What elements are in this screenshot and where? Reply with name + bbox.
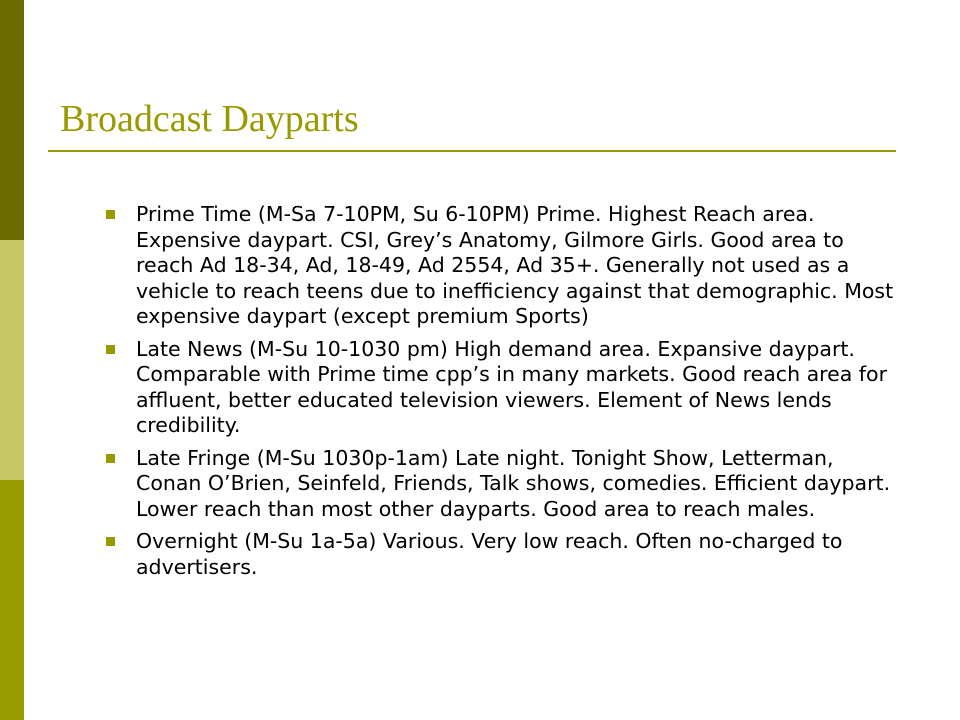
side-bar-middle (0, 240, 24, 480)
bullet-text: Late Fringe (M-Su 1030p-1am) Late night. Tonight Show, Letterman, Conan O’Brien, Seinfeld, Friends, Talk shows, comedies. Efficient daypart. Lower reach than most other dayparts. Good area to reach males. (136, 445, 891, 521)
title-underline (48, 150, 896, 152)
bullet-text: Late News (M-Su 10-1030 pm) High demand area. Expansive daypart. Comparable with Prime time cpp’s in many markets. Good reach area for affluent, better educated television viewers. Element of News lends credibility. (136, 336, 887, 437)
slide-title: Broadcast Dayparts (60, 98, 359, 140)
bullet-item-late-fringe (104, 446, 904, 523)
bullet-text: Prime Time (M-Sa 7-10PM, Su 6-10PM) Prime. Highest Reach area. Expensive daypart. CSI, Grey’s Anatomy, Gilmore Girls. Good area to reach Ad 18-34, Ad, 18-49, Ad 2554, Ad 35+. Generally not used as a vehicle to reach teens due to inefficiency against that demographic. Most expensive daypart (except premium Sports) (136, 202, 894, 328)
bullet-item-prime-time (104, 202, 904, 330)
bullet-text: Overnight (M-Su 1a-5a) Various. Very low reach. Often no-charged to advertisers. (136, 529, 843, 579)
bullet-list (104, 202, 904, 587)
bullet-item-overnight (104, 529, 904, 580)
square-bullet-icon (106, 454, 115, 463)
side-bar-bottom (0, 480, 24, 720)
square-bullet-icon (106, 210, 115, 219)
side-bar-top (0, 0, 24, 240)
bullet-item-late-news (104, 337, 904, 439)
square-bullet-icon (106, 537, 115, 546)
square-bullet-icon (106, 345, 115, 354)
